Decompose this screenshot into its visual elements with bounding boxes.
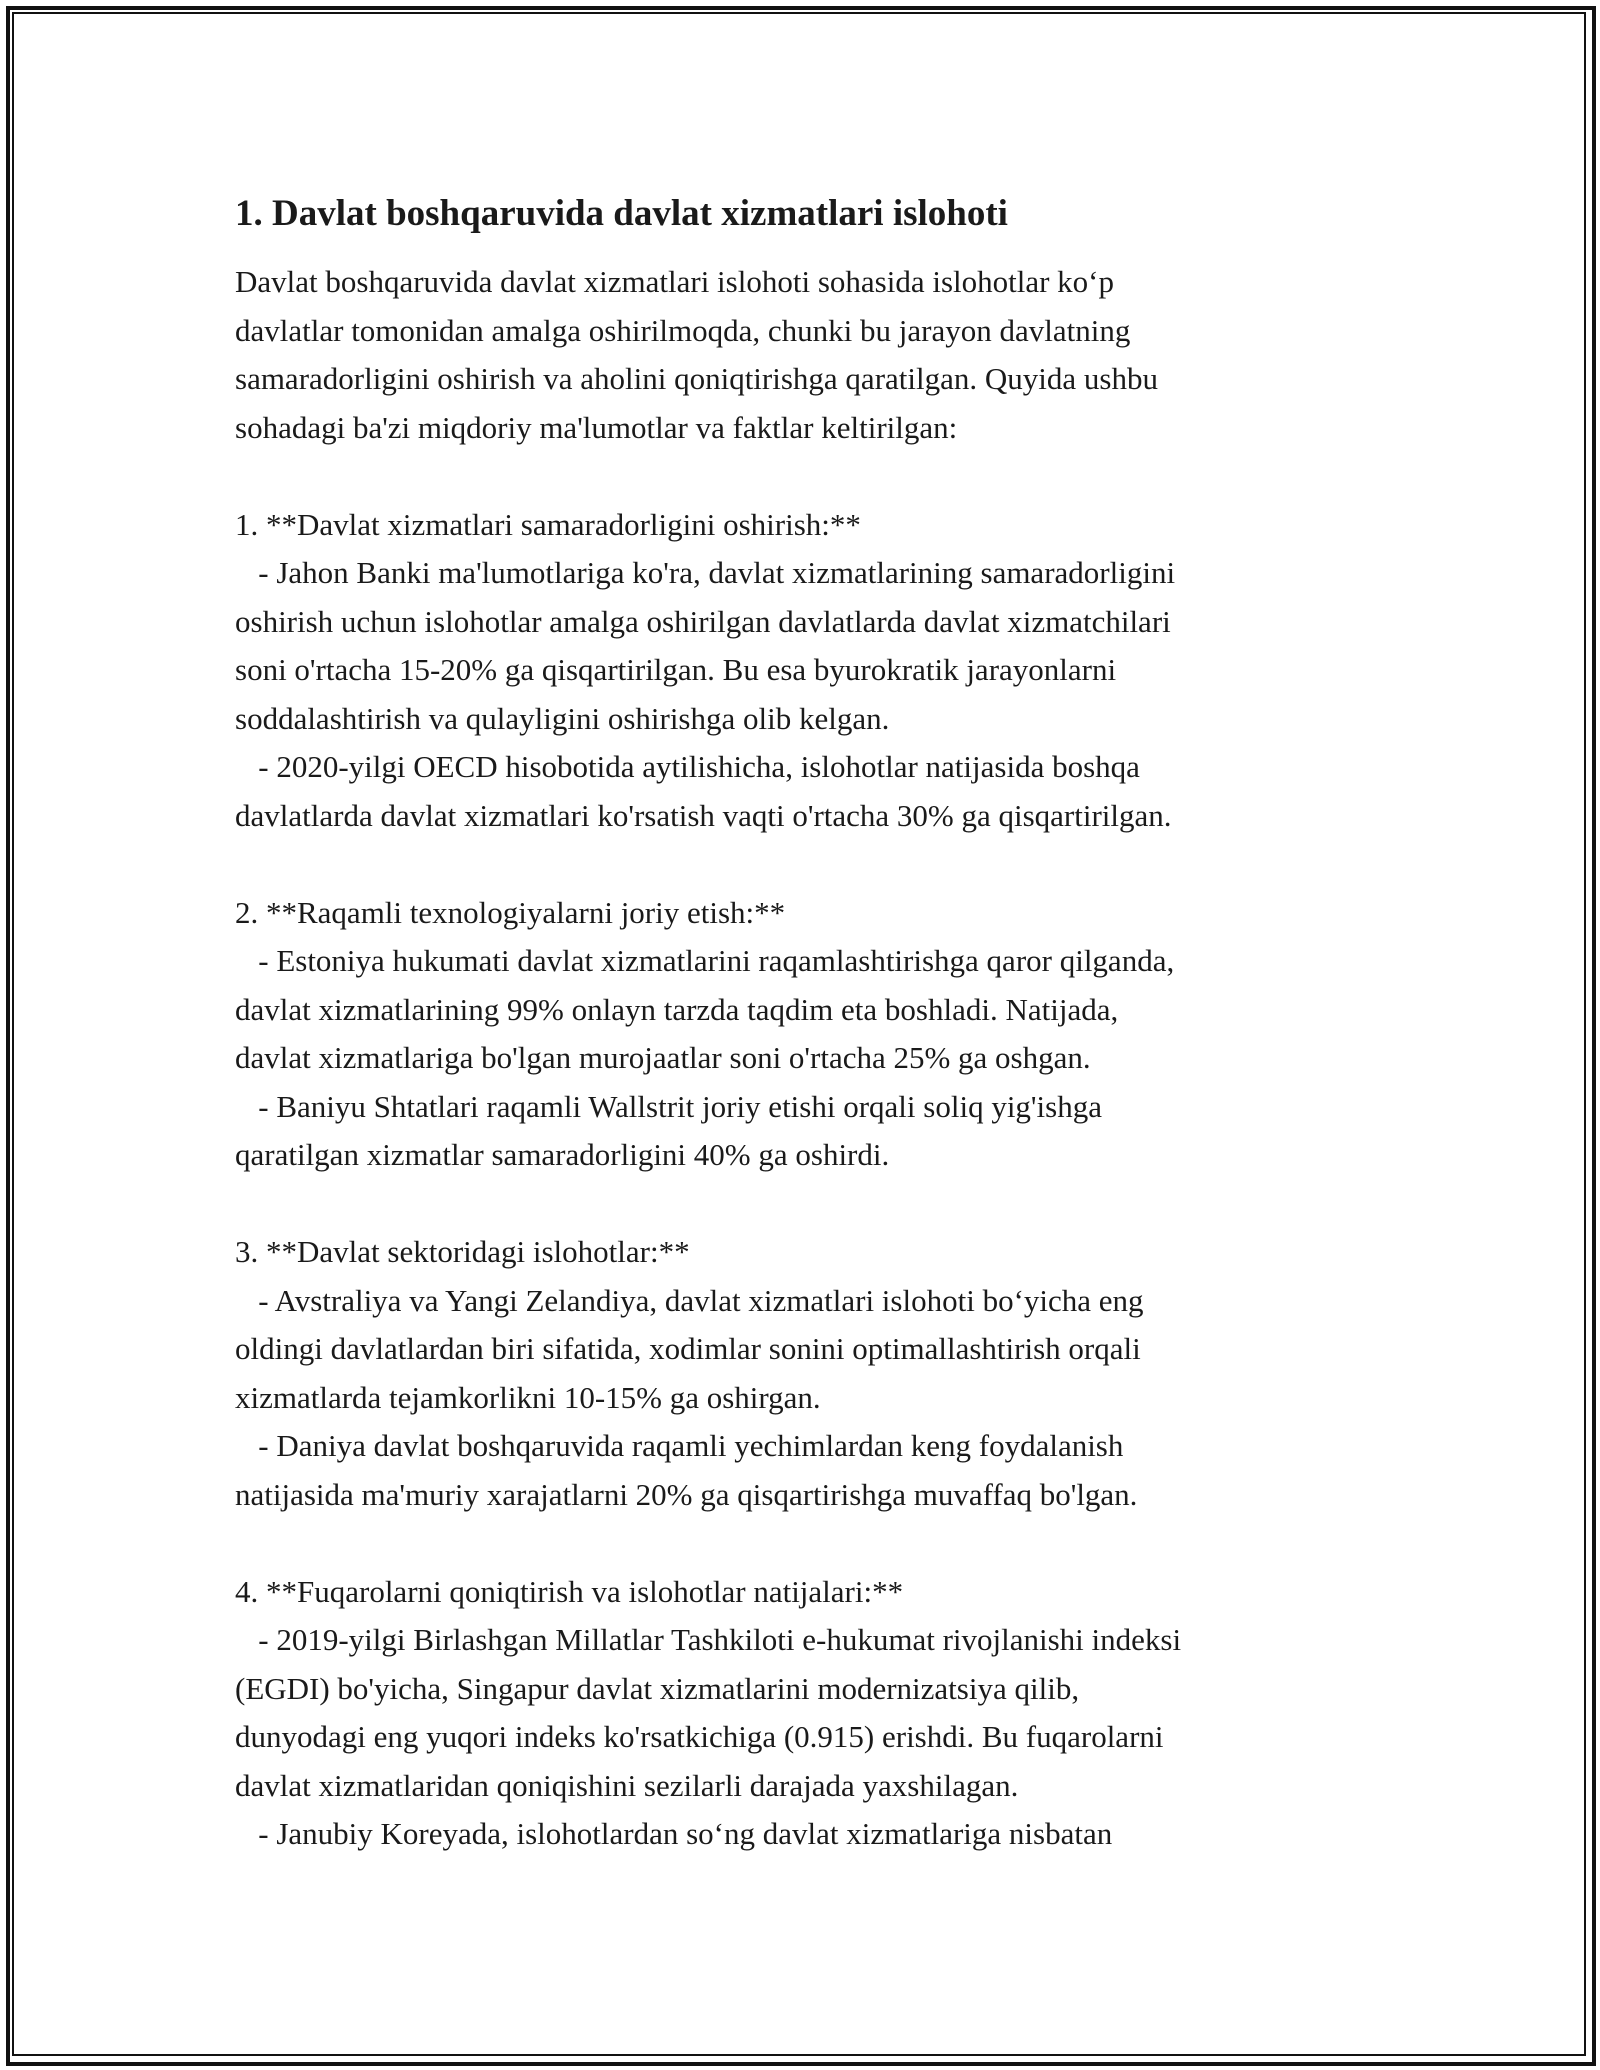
- text-line: xizmatlarda tejamkorlikni 10-15% ga oshirgan.: [235, 1379, 821, 1415]
- text-line: 4. **Fuqarolarni qoniqtirish va islohotlar natijalari:**: [235, 1573, 904, 1609]
- text-line: [235, 1180, 1415, 1229]
- text-line: davlat xizmatlariga bo'lgan murojaatlar soni o'rtacha 25% ga oshgan.: [235, 1040, 1091, 1075]
- text-line: davlat xizmatlaridan qoniqishini sezilarli darajada yaxshilagan.: [235, 1767, 1019, 1803]
- text-line: - Janubiy Koreyada, islohotlardan so‘ng davlat xizmatlariga nisbatan: [235, 1816, 1113, 1851]
- text-line: davlatlarda davlat xizmatlari ko'rsatish vaqti o'rtacha 30% ga qisqartirilgan.: [235, 797, 1172, 833]
- text-line: [235, 1519, 1415, 1568]
- text-line: 1. **Davlat xizmatlari samaradorligini oshirish:**: [235, 506, 861, 542]
- text-line: - Avstraliya va Yangi Zelandiya, davlat xizmatlari islohoti bo‘yicha eng: [235, 1282, 1144, 1318]
- body-text: [235, 258, 1415, 1859]
- text-line: [235, 840, 1415, 889]
- text-line: sohadagi ba'zi miqdoriy ma'lumotlar va faktlar keltirilgan:: [235, 409, 958, 445]
- text-line: Davlat boshqaruvida davlat xizmatlari islohoti sohasida islohotlar ko‘p: [235, 264, 1115, 299]
- text-line: dunyodagi eng yuqori indeks ko'rsatkichiga (0.915) erishdi. Bu fuqarolarni: [235, 1719, 1164, 1754]
- text-line: - Jahon Banki ma'lumotlariga ko'ra, davlat xizmatlarining samaradorligini: [235, 555, 1176, 590]
- text-line: - 2020-yilgi OECD hisobotida aytilishicha, islohotlar natijasida boshqa: [235, 749, 1140, 784]
- text-line: samaradorligini oshirish va aholini qoniqtirishga qaratilgan. Quyida ushbu: [235, 361, 1158, 396]
- document-body: [235, 190, 1415, 1859]
- text-line: oshirish uchun islohotlar amalga oshirilgan davlatlarda davlat xizmatchilari: [235, 603, 1171, 639]
- text-line: davlatlar tomonidan amalga oshirilmoqda, chunki bu jarayon davlatning: [235, 312, 1131, 348]
- text-line: 3. **Davlat sektoridagi islohotlar:**: [235, 1234, 690, 1269]
- text-line: qaratilgan xizmatlar samaradorligini 40% ga oshirdi.: [235, 1137, 890, 1172]
- text-line: - Estoniya hukumati davlat xizmatlarini raqamlashtirishga qaror qilganda,: [235, 943, 1175, 978]
- text-line: 2. **Raqamli texnologiyalarni joriy etish:**: [235, 894, 786, 930]
- text-line: davlat xizmatlarining 99% onlayn tarzda taqdim eta boshladi. Natijada,: [235, 991, 1119, 1027]
- section-heading: 1. Davlat boshqaruvida davlat xizmatlari islohoti: [235, 193, 1008, 234]
- text-line: soni o'rtacha 15-20% ga qisqartirilgan. Bu esa byurokratik jarayonlarni: [235, 652, 1117, 687]
- text-line: - 2019-yilgi Birlashgan Millatlar Tashkiloti e-hukumat rivojlanishi indeksi: [235, 1622, 1182, 1657]
- text-line: - Baniyu Shtatlari raqamli Wallstrit joriy etishi orqali soliq yig'ishga: [235, 1088, 1102, 1124]
- text-line: soddalashtirish va qulayligini oshirishga olib kelgan.: [235, 700, 890, 736]
- text-line: oldingi davlatlardan biri sifatida, xodimlar sonini optimallashtirish orqali: [235, 1331, 1141, 1366]
- text-line: - Daniya davlat boshqaruvida raqamli yechimlardan keng foydalanish: [235, 1428, 1124, 1463]
- text-line: (EGDI) bo'yicha, Singapur davlat xizmatlarini modernizatsiya qilib,: [235, 1670, 1080, 1706]
- text-line: natijasida ma'muriy xarajatlarni 20% ga qisqartirishga muvaffaq bo'lgan.: [235, 1476, 1138, 1512]
- text-line: [235, 452, 1415, 501]
